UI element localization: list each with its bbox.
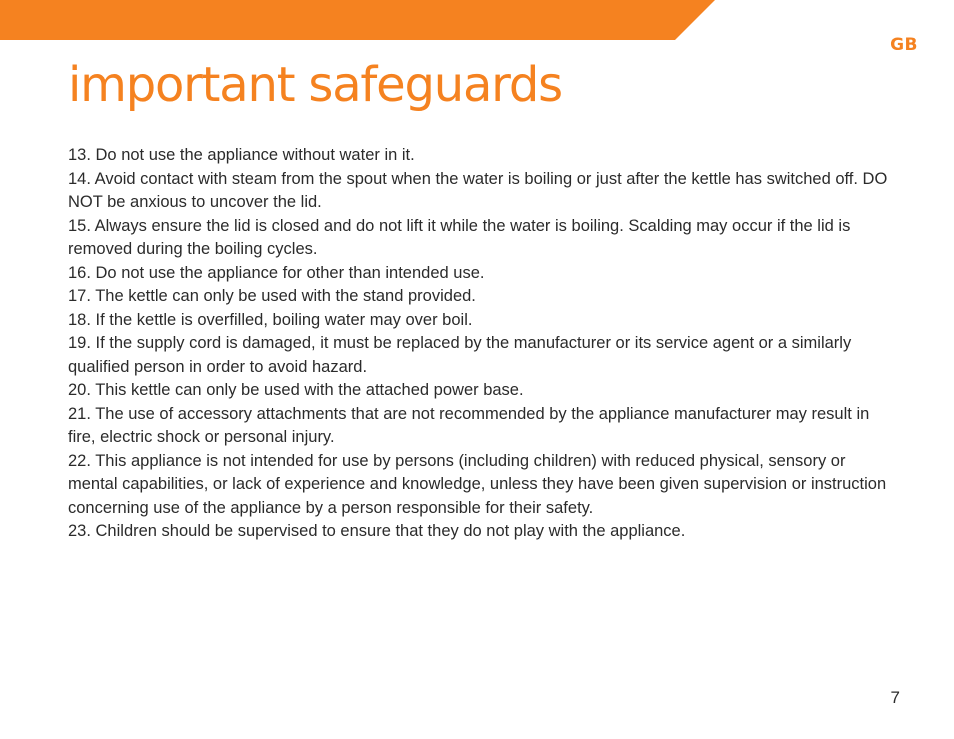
safeguard-item: 19. If the supply cord is damaged, it must be replaced by the manufacturer or its service agent or a similarly qualified person in order to avoid hazard. bbox=[68, 334, 852, 376]
safeguard-item: 20. This kettle can only be used with the attached power base. bbox=[68, 381, 524, 399]
page-title: important safeguards bbox=[68, 57, 562, 113]
safeguard-item: 13. Do not use the appliance without water in it. bbox=[68, 146, 415, 164]
safeguard-item: 14. Avoid contact with steam from the spout when the water is boiling or just after the kettle has switched off. DO NOT be anxious to uncover the lid. bbox=[68, 169, 888, 211]
header-accent-band bbox=[0, 0, 715, 40]
safeguard-item: 22. This appliance is not intended for use by persons (including children) with reduced physical, sensory or mental capabilities, or lack of experience and knowledge, unless they have been given supervision or instruction concerning use of the appliance by a person responsible for their safety. bbox=[68, 451, 887, 517]
safeguard-item: 15. Always ensure the lid is closed and do not lift it while the water is boiling. Scalding may occur if the lid is removed during the boiling cycles. bbox=[68, 216, 851, 258]
language-code: GB bbox=[890, 35, 918, 55]
safeguard-item: 18. If the kettle is overfilled, boiling water may over boil. bbox=[68, 310, 473, 329]
page-number: 7 bbox=[890, 688, 900, 707]
safeguard-item: 16. Do not use the appliance for other than intended use. bbox=[68, 263, 485, 282]
safeguard-item: 23. Children should be supervised to ensure that they do not play with the appliance. bbox=[68, 522, 686, 540]
safeguard-item: 17. The kettle can only be used with the stand provided. bbox=[68, 287, 476, 305]
safeguard-item: 21. The use of accessory attachments that are not recommended by the appliance manufacturer may result in fire, electric shock or personal injury. bbox=[68, 404, 870, 446]
safeguard-list bbox=[68, 144, 888, 544]
